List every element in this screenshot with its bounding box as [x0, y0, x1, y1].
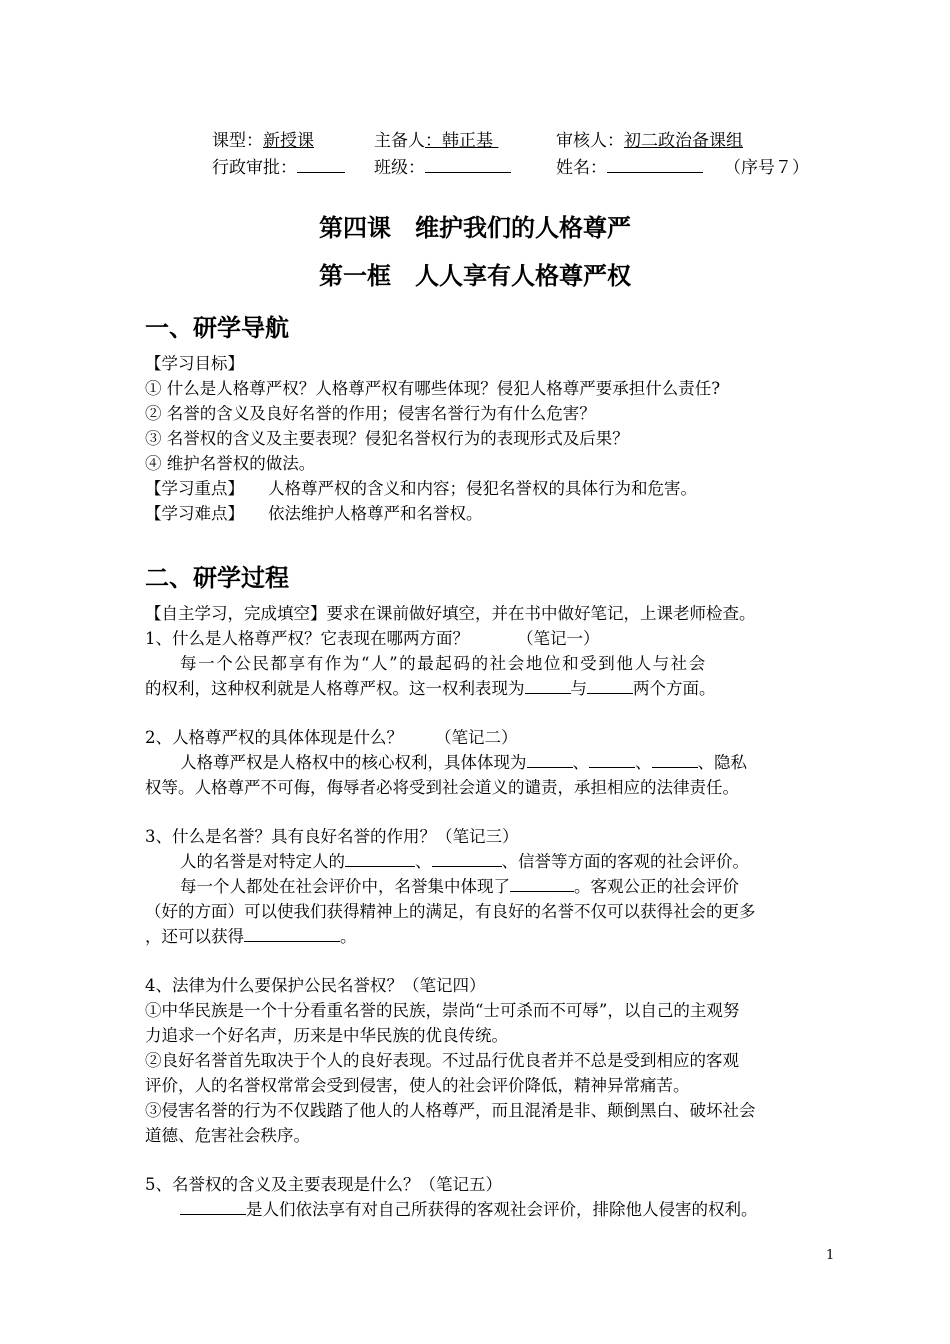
goal-item: ④ 维护名誉权的做法。: [145, 454, 316, 473]
q4-text-line: ③侵害名誉的行为不仅践踏了他人的人格尊严，而且混淆是非、颠倒黑白、破坏社会: [145, 1101, 756, 1120]
separator: 、: [572, 753, 589, 772]
header-preparer: [374, 126, 498, 151]
section1-heading: 一、研学导航: [145, 314, 289, 342]
lesson-title: 第四课 维护我们的人格尊严: [319, 214, 631, 242]
course-type-value: 新授课: [263, 131, 314, 151]
class-label: 班级：: [374, 158, 425, 178]
key-points: [145, 475, 697, 499]
separator: 、: [697, 753, 714, 772]
frame-title: 第一框 人人享有人格尊严权: [319, 262, 631, 290]
q3-text-part: 。客观公正的社会评价: [574, 877, 739, 896]
q1-text-part: 与: [570, 679, 587, 698]
q5-question: 5、名誉权的含义及主要表现是什么？（笔记五）: [145, 1175, 502, 1194]
difficulty-text: 依法维护人格尊严和名誉权。: [268, 504, 483, 523]
separator: 、: [501, 852, 518, 871]
fill-blank[interactable]: [510, 875, 574, 892]
fill-blank[interactable]: [525, 677, 571, 694]
goal-item: ① 什么是人格尊严权？人格尊严权有哪些体现？侵犯人格尊严要承担什么责任?: [145, 379, 721, 398]
reviewer-value: 初二政治备课组: [624, 131, 743, 151]
fill-blank[interactable]: [345, 850, 415, 867]
class-blank[interactable]: [425, 156, 511, 173]
q4-text-line: 评价，人的名誉权常常会受到侵害，使人的社会评价降低，精神异常痛苦。: [145, 1076, 690, 1095]
key-label: 【学习重点】: [145, 479, 244, 498]
reviewer-label: 审核人：: [556, 131, 624, 151]
separator: 、: [635, 753, 652, 772]
q1-text-line: [145, 675, 716, 699]
preparer-value: ：韩正基: [425, 131, 493, 151]
difficulty-label: 【学习难点】: [145, 504, 244, 523]
course-type-label: 课型：: [212, 131, 263, 151]
fill-blank[interactable]: [587, 677, 633, 694]
q3-text-part: 信誉等方面的客观的社会评价。: [518, 852, 749, 871]
fill-blank[interactable]: [244, 925, 340, 942]
q3-text-part: 每一个人都处在社会评价中，名誉集中体现了: [180, 877, 510, 896]
header-reviewer: [556, 126, 743, 151]
goals-label: 【学习目标】: [145, 354, 244, 373]
q1-text-part: 的权利，这种权利就是人格尊严权。这一权利表现为: [145, 679, 525, 698]
fill-blank[interactable]: [589, 751, 635, 768]
q4-text-line: ①中华民族是一个十分看重名誉的民族，崇尚“士可杀而不可辱”，以自己的主观努: [145, 1001, 740, 1020]
goal-item: ② 名誉的含义及良好名誉的作用；侵害名誉行为有什么危害？: [145, 404, 596, 423]
q1-text-line: 每一个公民都享有作为“人”的最起码的社会地位和受到他人与社会: [180, 654, 707, 673]
q3-question: 3、什么是名誉？具有良好名誉的作用？（笔记三）: [145, 827, 519, 846]
q4-question: 4、法律为什么要保护公民名誉权？（笔记四）: [145, 976, 486, 995]
difficulty-points: [145, 500, 483, 524]
q3-text-part: 人的名誉是对特定人的: [180, 852, 345, 871]
q2-note: （笔记二）: [435, 728, 518, 747]
section2-heading: 二、研学过程: [145, 564, 289, 592]
header-class: [374, 153, 511, 178]
q3-text-line: [145, 923, 357, 947]
q4-text-line: 道德、危害社会秩序。: [145, 1126, 310, 1145]
fill-blank[interactable]: [652, 751, 698, 768]
separator: 、: [415, 852, 432, 871]
header-name: [556, 153, 703, 178]
fill-blank[interactable]: [432, 850, 502, 867]
fill-blank[interactable]: [527, 751, 573, 768]
q4-text-line: ②良好名誉首先取决于个人的良好表现。不过品行优良者并不总是受到相应的客观: [145, 1051, 739, 1070]
q5-text-line: [180, 1196, 758, 1220]
q2-question: 2、人格尊严权的具体体现是什么？: [145, 728, 403, 747]
q3-text-line: （好的方面）可以使我们获得精神上的满足，有良好的名誉不仅可以获得社会的更多: [145, 902, 756, 921]
page-number: 1: [826, 1248, 835, 1263]
q3-text-line: [180, 873, 739, 897]
q1-question-line: [145, 625, 600, 649]
q5-text-part: 是人们依法享有对自己所获得的客观社会评价，排除他人侵害的权利。: [246, 1200, 758, 1219]
approval-label: 行政审批：: [212, 158, 297, 178]
q1-note: （笔记一）: [517, 629, 600, 648]
q2-text-line: 权等。人格尊严不可侮，侮辱者必将受到社会道义的谴责，承担相应的法律责任。: [145, 778, 739, 797]
q3-text-line: [180, 848, 749, 872]
self-study-intro: 【自主学习，完成填空】要求在课前做好填空，并在书中做好笔记，上课老师检查。: [145, 604, 756, 623]
fill-blank[interactable]: [180, 1198, 246, 1215]
goal-item: ③ 名誉权的含义及主要表现？侵犯名誉权行为的表现形式及后果？: [145, 429, 629, 448]
preparer-label: 主备人: [374, 131, 425, 151]
q2-question-line: [145, 724, 518, 748]
q4-text-line: 力追求一个好名声，历来是中华民族的优良传统。: [145, 1026, 508, 1045]
q2-text-line: [180, 749, 747, 773]
header-approval: [212, 153, 345, 178]
key-text: 人格尊严权的含义和内容；侵犯名誉权的具体行为和危害。: [268, 479, 697, 498]
name-blank[interactable]: [607, 156, 703, 173]
header-course-type: [212, 126, 314, 151]
q2-text-part: 人格尊严权是人格权中的核心权利，具体体现为: [180, 753, 527, 772]
q3-text-part: 。: [340, 927, 357, 946]
name-label: 姓名：: [556, 158, 607, 178]
serial-number: （序号７）: [724, 158, 809, 178]
q1-text-part: 两个方面。: [633, 679, 716, 698]
q2-text-part: 隐私: [714, 753, 747, 772]
q1-question: 1、什么是人格尊严权？它表现在哪两方面？: [145, 629, 469, 648]
q3-text-part: ，还可以获得: [145, 927, 244, 946]
approval-blank[interactable]: [297, 156, 345, 173]
